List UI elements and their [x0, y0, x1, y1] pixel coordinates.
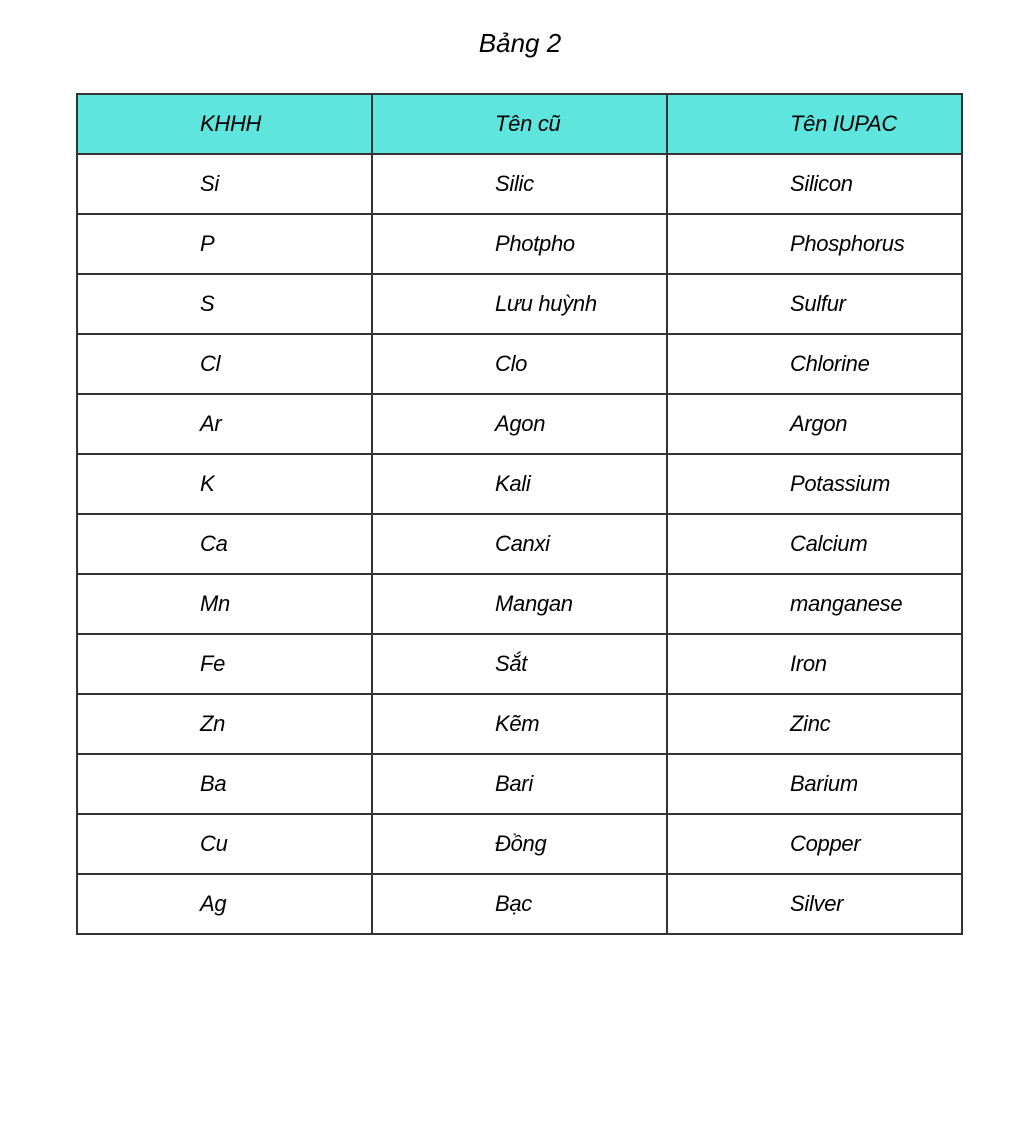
cell-old-name: Clo	[372, 334, 667, 394]
column-header-symbol: KHHH	[77, 94, 372, 154]
table-row	[77, 634, 962, 694]
cell-old-name: Kali	[372, 454, 667, 514]
cell-iupac-name: Chlorine	[667, 334, 962, 394]
table-row	[77, 574, 962, 634]
cell-symbol: K	[77, 454, 372, 514]
cell-iupac-name: Sulfur	[667, 274, 962, 334]
cell-symbol: Mn	[77, 574, 372, 634]
table-row	[77, 814, 962, 874]
cell-symbol: Fe	[77, 634, 372, 694]
table-row	[77, 514, 962, 574]
cell-iupac-name: Phosphorus	[667, 214, 962, 274]
cell-iupac-name: Argon	[667, 394, 962, 454]
cell-iupac-name: Iron	[667, 634, 962, 694]
table-row	[77, 454, 962, 514]
cell-old-name: Canxi	[372, 514, 667, 574]
column-header-old-name: Tên cũ	[372, 94, 667, 154]
table-row	[77, 274, 962, 334]
table-row	[77, 214, 962, 274]
cell-old-name: Mangan	[372, 574, 667, 634]
cell-old-name: Kẽm	[372, 694, 667, 754]
cell-iupac-name: Copper	[667, 814, 962, 874]
table-row	[77, 694, 962, 754]
cell-old-name: Bari	[372, 754, 667, 814]
cell-symbol: Zn	[77, 694, 372, 754]
cell-old-name: Đồng	[372, 814, 667, 874]
cell-iupac-name: Calcium	[667, 514, 962, 574]
cell-old-name: Bạc	[372, 874, 667, 934]
table-row	[77, 394, 962, 454]
table-row	[77, 154, 962, 214]
cell-iupac-name: Zinc	[667, 694, 962, 754]
table-row	[77, 334, 962, 394]
table-row	[77, 874, 962, 934]
cell-old-name: Photpho	[372, 214, 667, 274]
cell-iupac-name: Silver	[667, 874, 962, 934]
table-title: Bảng 2	[478, 28, 562, 58]
cell-symbol: Ca	[77, 514, 372, 574]
cell-old-name: Lưu huỳnh	[372, 274, 667, 334]
cell-iupac-name: manganese	[667, 574, 962, 634]
cell-iupac-name: Silicon	[667, 154, 962, 214]
cell-old-name: Silic	[372, 154, 667, 214]
cell-symbol: S	[77, 274, 372, 334]
table-header-row	[77, 94, 962, 154]
cell-symbol: Ba	[77, 754, 372, 814]
cell-symbol: Cl	[77, 334, 372, 394]
cell-iupac-name: Barium	[667, 754, 962, 814]
cell-symbol: Cu	[77, 814, 372, 874]
cell-symbol: P	[77, 214, 372, 274]
cell-symbol: Ar	[77, 394, 372, 454]
cell-symbol: Si	[77, 154, 372, 214]
column-header-iupac-name: Tên IUPAC	[667, 94, 962, 154]
table-row	[77, 754, 962, 814]
cell-symbol: Ag	[77, 874, 372, 934]
cell-old-name: Sắt	[372, 634, 667, 694]
cell-iupac-name: Potassium	[667, 454, 962, 514]
cell-old-name: Agon	[372, 394, 667, 454]
element-names-table	[76, 93, 963, 935]
